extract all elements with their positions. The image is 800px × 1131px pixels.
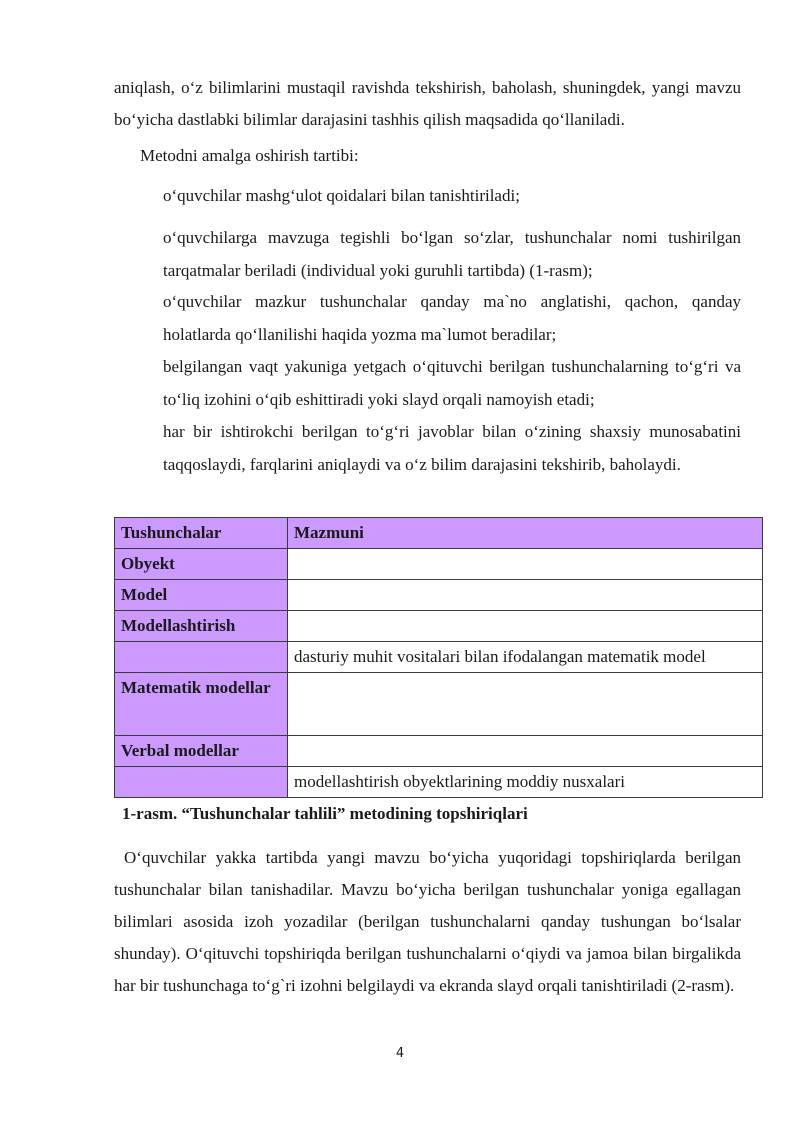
concepts-table bbox=[114, 517, 763, 798]
meaning-cell bbox=[288, 736, 763, 767]
column-header-meaning: Mazmuni bbox=[288, 518, 763, 549]
term-cell: Verbal modellar bbox=[115, 736, 288, 767]
term-cell bbox=[115, 767, 288, 798]
meaning-cell bbox=[288, 580, 763, 611]
meaning-cell bbox=[288, 673, 763, 736]
meaning-cell bbox=[288, 611, 763, 642]
page-number: 4 bbox=[395, 1046, 405, 1061]
meaning-cell: dasturiy muhit vositalari bilan ifodalangan matematik model bbox=[288, 642, 763, 673]
term-cell: Obyekt bbox=[115, 549, 288, 580]
meaning-cell: modellashtirish obyektlarining moddiy nusxalari bbox=[288, 767, 763, 798]
term-cell bbox=[115, 642, 288, 673]
term-cell: Model bbox=[115, 580, 288, 611]
table-row bbox=[115, 580, 763, 611]
conclusion-paragraph: O‘quvchilar yakka tartibda yangi mavzu bo‘yicha yuqoridagi topshiriqlarda berilgan tushunchalar bilan tanishadilar. Mavzu bo‘yicha berilgan tushunchalar yoniga egallagan bilimlari asosida izoh yozadilar (berilgan tushunchalarni qanday tushungan bo‘lsalar shunday). O‘qituvchi topshiriqda berilgan tushunchalarni o‘qiydi va jamoa bilan birgalikda har bir tushunchaga to‘g`ri izohni belgilaydi va ekranda slayd orqali tanishtiriladi (2-rasm). bbox=[114, 848, 741, 995]
list-item: belgilangan vaqt yakuniga yetgach o‘qituvchi berilgan tushunchalarning to‘g‘ri va to‘liq izohini o‘qib eshittiradi yoki slayd orqali namoyish etadi; bbox=[163, 357, 741, 409]
term-cell: Matematik modellar bbox=[115, 673, 288, 736]
list-item: o‘quvchilar mazkur tushunchalar qanday ma`no anglatishi, qachon, qanday holatlarda qo‘llanilishi haqida yozma ma`lumot beradilar; bbox=[163, 292, 741, 344]
table-row bbox=[115, 767, 763, 798]
list-item: har bir ishtirokchi berilgan to‘g‘ri javoblar bilan o‘zining shaxsiy munosabatini taqqoslaydi, farqlarini aniqlaydi va o‘z bilim darajasini tekshirib, baholaydi. bbox=[163, 422, 741, 474]
table-row bbox=[115, 673, 763, 736]
column-header-concepts: Tushunchalar bbox=[115, 518, 288, 549]
table-row bbox=[115, 642, 763, 673]
figure-caption: 1-rasm. “Tushunchalar tahlili” metodining topshiriqlari bbox=[122, 804, 528, 823]
table-row bbox=[115, 549, 763, 580]
method-heading: Metodni amalga oshirish tartibi: bbox=[140, 146, 359, 165]
meaning-cell bbox=[288, 549, 763, 580]
intro-paragraph: aniqlash, o‘z bilimlarini mustaqil ravishda tekshirish, baholash, shuningdek, yangi mavzu bo‘yicha dastlabki bilimlar darajasini tashhis qilish maqsadida qo‘llaniladi. bbox=[114, 78, 741, 129]
table-header-row bbox=[115, 518, 763, 549]
list-item: o‘quvchilarga mavzuga tegishli bo‘lgan so‘zlar, tushunchalar nomi tushirilgan tarqatmalar beriladi (individual yoki guruhli tartibda) (1-rasm); bbox=[163, 228, 741, 280]
table-row bbox=[115, 736, 763, 767]
term-cell: Modellashtirish bbox=[115, 611, 288, 642]
list-item: o‘quvchilar mashg‘ulot qoidalari bilan tanishtiriladi; bbox=[163, 186, 520, 205]
table-row bbox=[115, 611, 763, 642]
